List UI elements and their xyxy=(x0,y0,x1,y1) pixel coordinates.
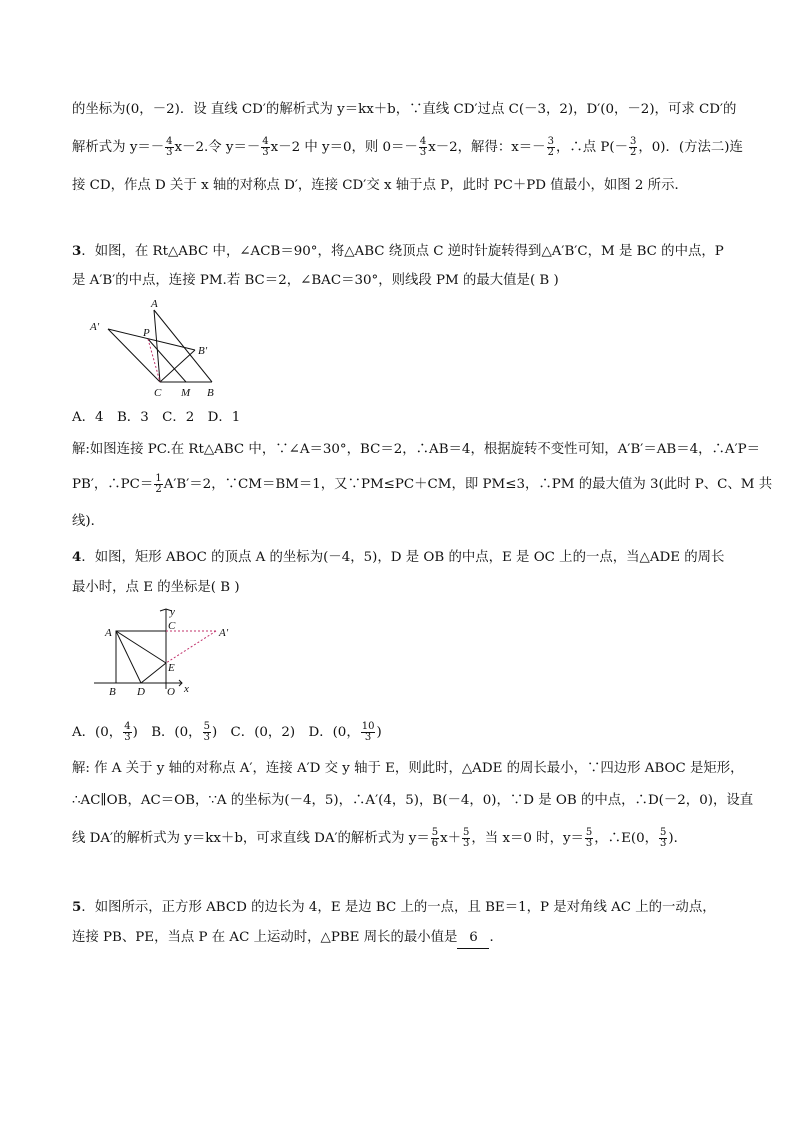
question-3-line: 3．如图，在 Rt△ABC 中，∠ACB＝90°，将△ABC 绕顶点 C 逆时针旋转得到△A′B′C，M 是 BC 的中点，P xyxy=(72,243,724,259)
question-5-line: 5．如图所示，正方形 ABCD 的边长为 4，E 是边 BC 上的一点，且 BE＝1，P 是对角线 AC 上的一动点， xyxy=(72,899,716,915)
options: A．(0， $\frac{4}{3}$ ) B．(0， $\frac{5}{3}$ ) C．(0，2) D．(0， $\frac{10}{3}$ ) xyxy=(72,721,382,743)
figure-rectangle-coordinate xyxy=(88,605,238,701)
fraction: $\frac{4}{3}$ xyxy=(419,136,427,158)
label-x: x xyxy=(184,683,189,695)
figure-rotated-triangle xyxy=(88,296,228,400)
label-C: C xyxy=(168,620,176,632)
label-B-prime: B′ xyxy=(198,345,208,357)
question-4-line: 4．如图，矩形 ABOC 的顶点 A 的坐标为(－4，5)，D 是 OB 的中点，E 是 OC 上的一点，当△ADE 的周长 xyxy=(72,549,725,565)
label-P: P xyxy=(143,327,150,339)
label-B: B xyxy=(109,686,116,698)
label-A-prime: A′ xyxy=(219,627,229,639)
solution-line: 线 DA′的解析式为 y＝kx＋b，可求直线 DA′的解析式为 y＝ $\frac{5}{6}$ x＋ $\frac{5}{3}$ ，当 x＝0 时，y＝ $\frac{5}{3}$ ，∴E(0， $\frac{5}{3}$ )． xyxy=(72,827,687,849)
question-3-line: 是 A′B′的中点，连接 PM.若 BC＝2，∠BAC＝30°，则线段 PM 的最大值是( B ) xyxy=(72,273,559,288)
text-line: 接 CD，作点 D 关于 x 轴的对称点 D′，连接 CD′交 x 轴于点 P，此时 PC＋PD 值最小，如图 2 所示． xyxy=(72,178,688,193)
label-A: A xyxy=(151,298,158,310)
fraction: $\frac{4}{3}$ xyxy=(124,721,131,743)
solution-line: PB′，∴PC＝ $\frac{1}{2}$ A′B′＝2，∵CM＝BM＝1，又∵PM≤PC＋CM，即 PM≤3，∴PM 的最大值为 3(此时 P、C、M 共 xyxy=(72,473,773,495)
label-A-prime: A′ xyxy=(90,321,100,333)
question-number: 3 xyxy=(72,243,82,259)
label-M: M xyxy=(181,387,191,399)
question-number: 5 xyxy=(72,899,82,915)
label-B: B xyxy=(207,387,214,399)
solution-line: ∴AC∥OB，AC＝OB，∵A 的坐标为(－4，5)，∴A′(4，5)，B(－4，0)，∵D 是 OB 的中点，∴D(－2，0)，设直 xyxy=(72,793,754,808)
fraction: $\frac{5}{3}$ xyxy=(203,721,210,743)
fraction: $\frac{3}{2}$ xyxy=(630,136,637,158)
text-line: 解析式为 y＝－ $\frac{4}{3}$ x－2.令 y＝－ $\frac{4}{3}$ x－2 中 y＝0，则 0＝－ $\frac{4}{3}$ x－2，解得：x＝－ $\frac{3}{2}$ ，∴点 P(－ $\frac{3}{2}$ ，0)．(方法二)连 xyxy=(72,136,743,158)
solution-line: 解: 作 A 关于 y 轴的对称点 A′，连接 A′D 交 y 轴于 E，则此时，△ADE 的周长最小，∵四边形 ABOC 是矩形， xyxy=(72,761,744,776)
fraction: $\frac{3}{2}$ xyxy=(547,136,554,158)
solution-line: 解:如图连接 PC.在 Rt△ABC 中，∵∠A＝30°，BC＝2，∴AB＝4，根据旋转不变性可知，A′B′＝AB＝4，∴A′P＝ xyxy=(72,442,761,457)
label-C: C xyxy=(154,387,162,399)
fraction: $\frac{5}{3}$ xyxy=(660,827,667,849)
label-y: y xyxy=(170,606,175,618)
fraction: $\frac{4}{3}$ xyxy=(262,136,269,158)
text-line: 的坐标为(0，－2)．设 直线 CD′的解析式为 y＝kx＋b，∵直线 CD′过点 C(－3，2)，D′(0，－2)，可求 CD′的 xyxy=(72,102,737,117)
fraction: $\frac{4}{3}$ xyxy=(166,136,173,158)
label-E: E xyxy=(168,662,175,674)
answer-blank: 6 xyxy=(457,928,489,949)
question-5-line: 连接 PB、PE，当点 P 在 AC 上运动时，△PBE 周长的最小值是 6 ． xyxy=(72,928,503,949)
options: A．4 B．3 C．2 D．1 xyxy=(72,410,241,425)
label-A: A xyxy=(105,627,112,639)
question-number: 4 xyxy=(72,549,82,565)
fraction: $\frac{1}{2}$ xyxy=(155,473,162,495)
solution-line: 线)． xyxy=(72,514,105,529)
fraction: $\frac{5}{3}$ xyxy=(585,827,593,849)
fraction: $\frac{10}{3}$ xyxy=(361,721,375,743)
label-D: D xyxy=(137,686,145,698)
question-4-line: 最小时，点 E 的坐标是( B ) xyxy=(72,580,240,595)
fraction: $\frac{5}{6}$ xyxy=(431,827,439,849)
fraction: $\frac{5}{3}$ xyxy=(463,827,470,849)
label-O: O xyxy=(167,686,175,698)
